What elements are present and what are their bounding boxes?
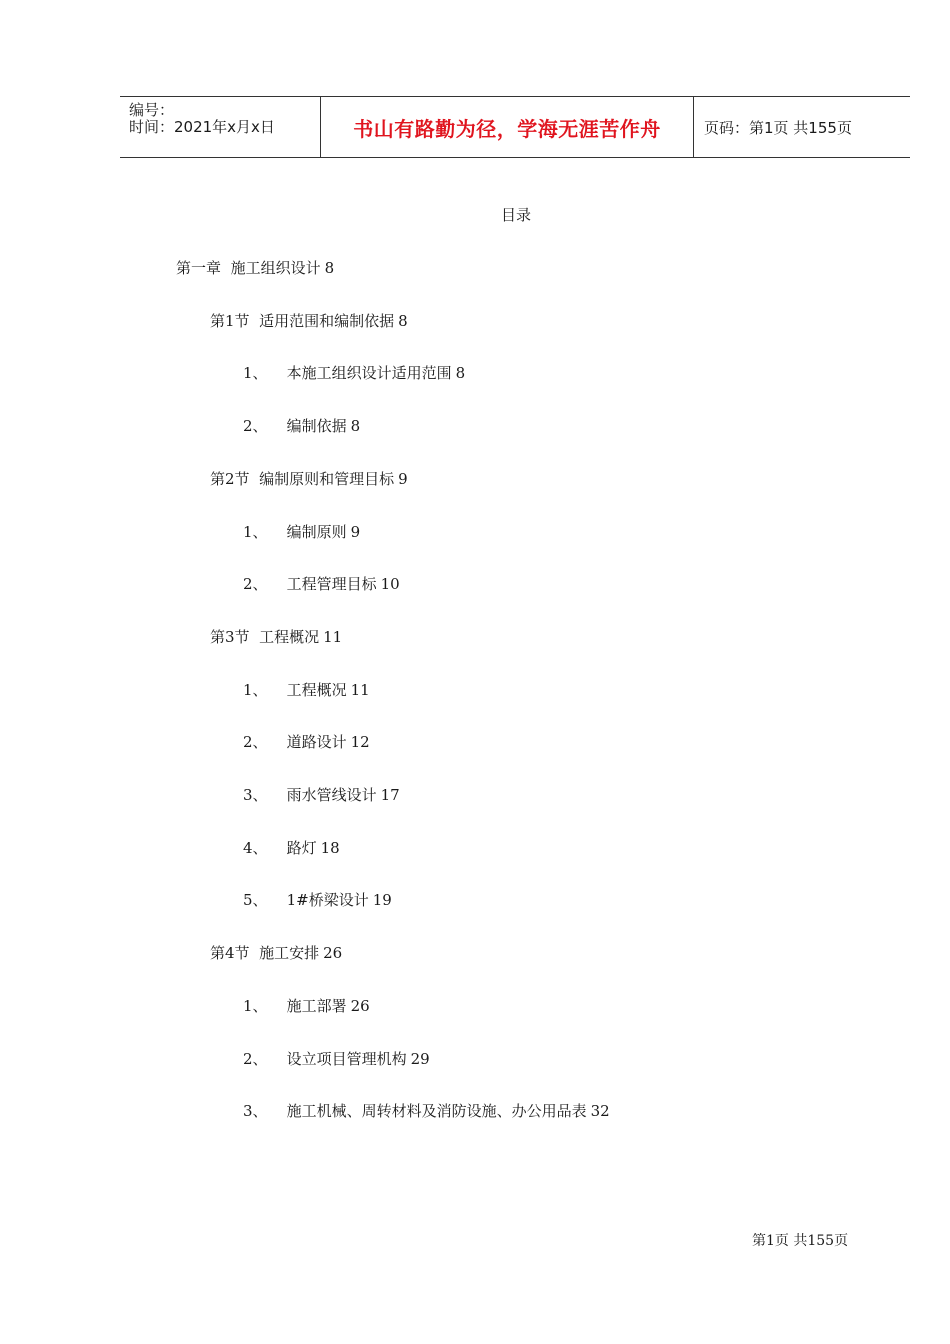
toc-entry-number: 5、 bbox=[243, 891, 268, 909]
toc-entry-title: 编制原则和管理目标 bbox=[259, 470, 395, 488]
toc-entry-gap bbox=[268, 784, 287, 806]
header-motto-cell bbox=[321, 97, 694, 157]
toc-entry-page: 19 bbox=[372, 891, 392, 909]
toc-entry-gap bbox=[250, 626, 260, 648]
toc-entry-page: 8 bbox=[398, 312, 408, 330]
toc-entry-title: 施工部署 bbox=[286, 997, 347, 1015]
toc-entry-page: 8 bbox=[324, 259, 335, 277]
toc-entry-gap bbox=[268, 837, 287, 859]
toc-entry-title: 施工安排 bbox=[259, 944, 320, 962]
toc-entry-number: 2、 bbox=[243, 1050, 268, 1068]
toc-entry-title: 1#桥梁设计 bbox=[286, 891, 369, 909]
toc-entry-title: 编制原则 bbox=[286, 523, 347, 541]
toc-entry-gap bbox=[268, 995, 287, 1017]
toc-entry-title: 道路设计 bbox=[286, 733, 347, 751]
header-meta-cell bbox=[120, 97, 321, 157]
toc-entry-page: 29 bbox=[410, 1050, 430, 1068]
toc-entry-number: 2、 bbox=[243, 417, 268, 435]
toc-entry-page: 10 bbox=[380, 575, 400, 593]
toc-entry-gap bbox=[268, 679, 287, 701]
toc-entry-gap bbox=[268, 573, 287, 595]
toc-entry-gap bbox=[268, 1100, 287, 1122]
toc-entry-page: 32 bbox=[590, 1102, 610, 1120]
footer-page-info: 第1页 共155页 bbox=[752, 1233, 849, 1249]
toc-entry-page: 18 bbox=[320, 839, 340, 857]
toc-entry-title: 工程概况 bbox=[286, 681, 347, 699]
toc-entry-gap bbox=[250, 310, 260, 332]
toc-entry-title: 工程管理目标 bbox=[286, 575, 377, 593]
toc-entry-gap bbox=[268, 1048, 287, 1070]
document-header bbox=[120, 96, 910, 158]
toc-entry-number: 第3节 bbox=[210, 628, 250, 646]
toc-entry-gap bbox=[268, 731, 287, 753]
toc-entry-gap bbox=[250, 468, 260, 490]
toc-entry-gap bbox=[268, 362, 287, 384]
time-label: 时间：2021年x月x日 bbox=[129, 118, 275, 136]
toc-entry-title: 工程概况 bbox=[259, 628, 320, 646]
header-page-info: 页码：第1页 共155页 bbox=[704, 118, 852, 137]
toc-entry-number: 第一章 bbox=[176, 259, 222, 277]
toc-entry-number: 1、 bbox=[243, 364, 268, 382]
toc-entry-title: 雨水管线设计 bbox=[286, 786, 377, 804]
toc-entry-gap bbox=[250, 942, 260, 964]
motto-text: 书山有路勤为径，学海无涯苦作舟 bbox=[353, 116, 661, 141]
toc-entry-number: 第1节 bbox=[210, 312, 250, 330]
toc-entry-gap bbox=[268, 415, 287, 437]
toc-entry-number: 4、 bbox=[243, 839, 268, 857]
toc-entry-page: 11 bbox=[350, 681, 370, 699]
toc-entry-number: 第4节 bbox=[210, 944, 250, 962]
toc-entry-title: 路灯 bbox=[286, 839, 317, 857]
toc-entry-title: 施工机械、周转材料及消防设施、办公用品表 bbox=[286, 1102, 587, 1120]
toc-entry-number: 2、 bbox=[243, 575, 268, 593]
toc-entry-number: 3、 bbox=[243, 1102, 268, 1120]
toc-entry-gap bbox=[268, 521, 287, 543]
toc-entry-title: 适用范围和编制依据 bbox=[259, 312, 395, 330]
toc-entry-number: 1、 bbox=[243, 681, 268, 699]
header-page-cell bbox=[694, 97, 910, 157]
toc-title: 目录 bbox=[500, 206, 531, 224]
toc-entry-title: 设立项目管理机构 bbox=[286, 1050, 407, 1068]
toc-entry-page: 17 bbox=[380, 786, 400, 804]
toc-entry-title: 施工组织设计 bbox=[230, 259, 321, 277]
toc-entry-number: 3、 bbox=[243, 786, 268, 804]
toc-entry-page: 8 bbox=[350, 417, 361, 435]
toc-entry-gap bbox=[221, 257, 231, 279]
toc-entry-title: 编制依据 bbox=[286, 417, 347, 435]
toc-entry-page: 26 bbox=[350, 997, 370, 1015]
toc-entry-number: 2、 bbox=[243, 733, 268, 751]
toc-entry-page: 11 bbox=[323, 628, 343, 646]
toc-entry-page: 9 bbox=[350, 523, 361, 541]
toc-entry-page: 9 bbox=[398, 470, 408, 488]
toc-entry-number: 1、 bbox=[243, 997, 268, 1015]
toc-entry-page: 8 bbox=[455, 364, 466, 382]
toc-entry-number: 第2节 bbox=[210, 470, 250, 488]
toc-entry-page: 12 bbox=[350, 733, 370, 751]
toc-entry-number: 1、 bbox=[243, 523, 268, 541]
toc-entry-gap bbox=[268, 889, 287, 911]
toc-entry-title: 本施工组织设计适用范围 bbox=[286, 364, 452, 382]
number-label: 编号： bbox=[129, 101, 175, 119]
toc-entry-page: 26 bbox=[323, 944, 343, 962]
